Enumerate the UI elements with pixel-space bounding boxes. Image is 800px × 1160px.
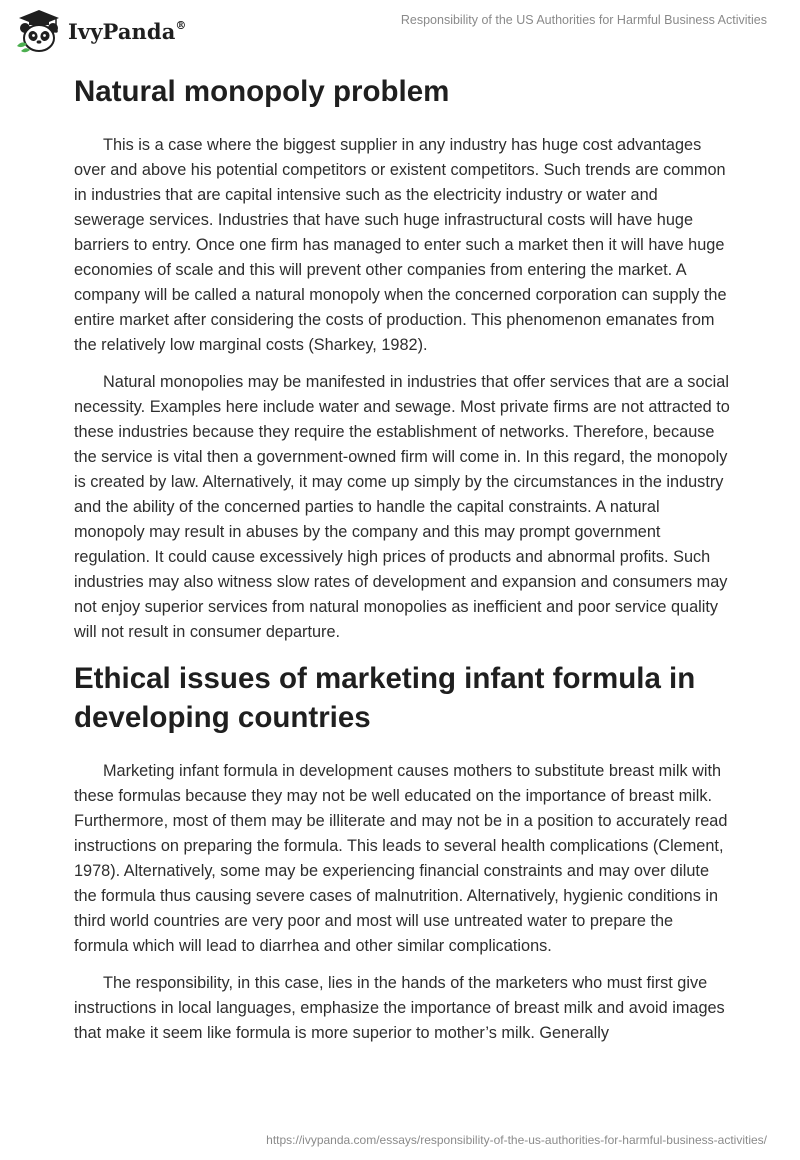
ivypanda-logo[interactable] [14,8,187,54]
source-url[interactable]: https://ivypanda.com/essays/responsibility-of-the-us-authorities-for-harmful-business-activities/ [266,1133,767,1147]
essay-content [74,72,730,1058]
registered-mark: ® [175,18,187,32]
section-heading: Ethical issues of marketing infant formula in developing countries [74,662,696,734]
page-header [0,0,800,60]
paragraph: Natural monopolies may be manifested in industries that offer services that are a social necessity. Examples here include water and sewage. Most private firms are not attracted to these industries because they require the establishment of networks. Therefore, because the service is vital then a government-owned firm will come in. In this regard, the monopoly is created by law. Alternatively, it may come up simply by the circumstances in the industry and the ability of the concerned parties to handle the capital constraints. A natural monopoly may result in abuses by the company and this may prompt government regulation. It could cause excessively high prices of products and abnormal profits. Such industries may also witness slow rates of development and expansion and consumers may not enjoy superior services from natural monopolies as inefficient and poor service quality will not result in consumer departure. [74,373,730,641]
paragraph: The responsibility, in this case, lies in the hands of the marketers who must first give instructions in local languages, emphasize the importance of breast milk and avoid images that make it seem like formula is more superior to mother’s milk. Generally [74,974,725,1042]
section-heading: Natural monopoly problem [74,75,450,108]
panda-graduate-icon [14,8,64,54]
brand-name: IvyPanda® [68,18,187,44]
paragraph: Marketing infant formula in development causes mothers to substitute breast milk with these formulas because they may not be well educated on the importance of breast milk. Furthermore, most of them may be illiterate and may not be in a position to accurately read instructions on preparing the formula. This leads to several health complications (Clement, 1978). Alternatively, some may be experiencing financial constraints and may over dilute the formula thus causing severe cases of malnutrition. Alternatively, hygienic conditions in third world countries are very poor and most will use untreated water to prepare the formula which will lead to diarrhea and other similar complications. [74,762,728,955]
paragraph: This is a case where the biggest supplier in any industry has huge cost advantages over and above his potential competitors or existent competitors. Such trends are common in industries that are capital intensive such as the electricity industry or water and sewerage services. Industries that have such huge infrastructural costs will have huge barriers to entry. Once one firm has managed to enter such a market then it will have huge economies of scale and this will prevent other companies from entering the market. A company will be called a natural monopoly when the concerned corporation can supply the entire market after considering the costs of production. This phenomenon emanates from the relatively low marginal costs (Sharkey, 1982). [74,136,727,354]
document-title: Responsibility of the US Authorities for Harmful Business Activities [400,13,767,27]
